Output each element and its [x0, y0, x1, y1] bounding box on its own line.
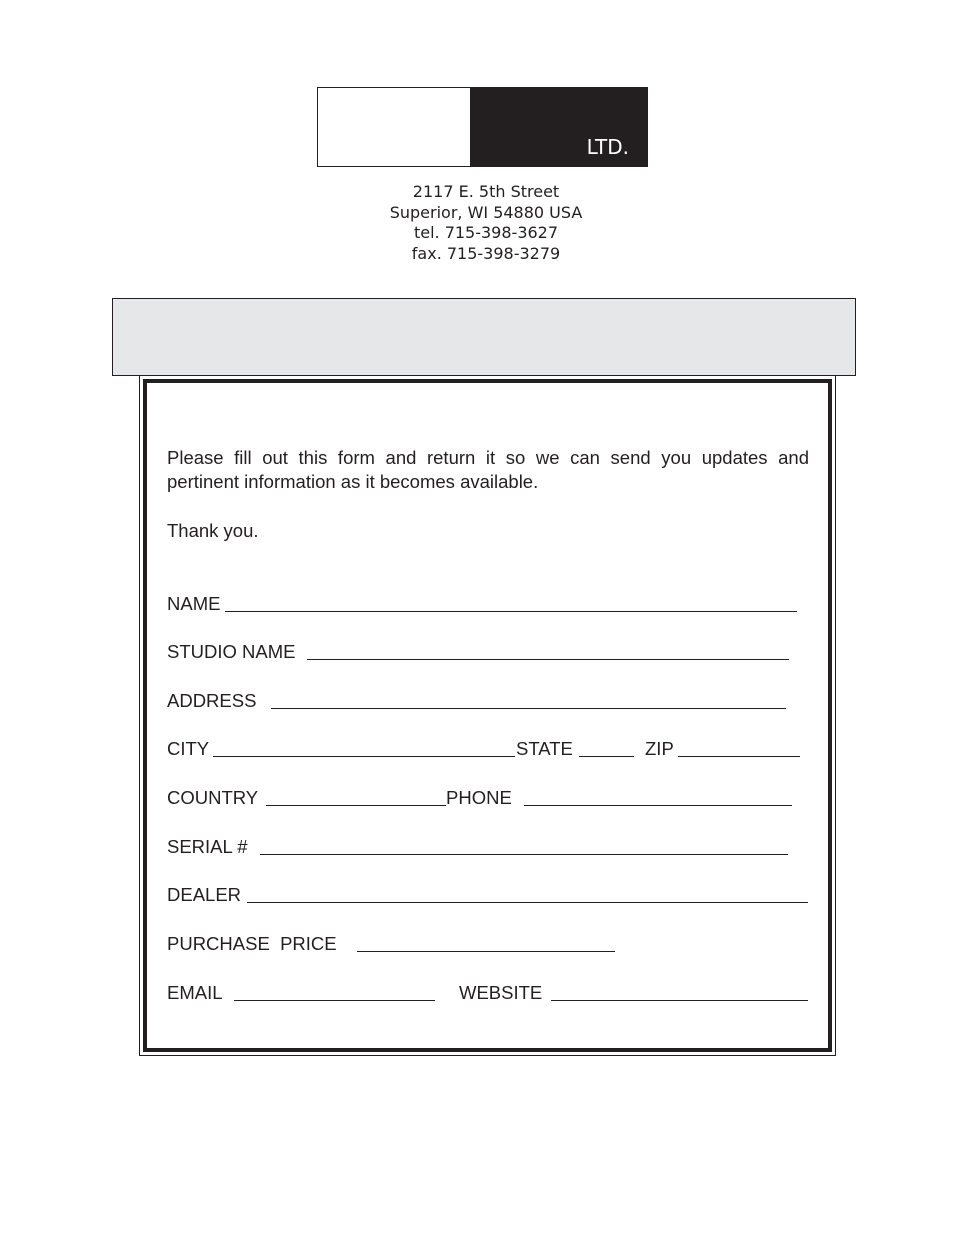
- email-label: EMAIL: [167, 982, 223, 1003]
- logo-dark-panel: [470, 88, 647, 166]
- logo-suffix: LTD.: [586, 135, 629, 159]
- address-tel: tel. 715-398-3627: [413, 223, 559, 242]
- form-thanks-text: Thank you.: [167, 520, 259, 541]
- studio-name-field[interactable]: [307, 659, 789, 660]
- name-label: NAME: [167, 593, 221, 614]
- dealer-label: DEALER: [167, 884, 242, 905]
- field-row-address: [167, 689, 807, 713]
- website-field[interactable]: [551, 1000, 808, 1001]
- state-field[interactable]: [579, 756, 634, 757]
- form-header-banner: [112, 298, 856, 376]
- serial-field[interactable]: [260, 854, 788, 855]
- field-row-name: [167, 592, 807, 616]
- field-row-country-phone: [167, 786, 807, 810]
- country-label: COUNTRY: [167, 787, 259, 808]
- address-fax: fax. 715-398-3279: [411, 243, 561, 263]
- dealer-field[interactable]: [247, 902, 808, 903]
- zip-field[interactable]: [678, 756, 800, 757]
- company-address: [0, 182, 954, 264]
- state-label: STATE: [516, 738, 573, 759]
- country-field[interactable]: [266, 805, 446, 806]
- website-label: WEBSITE: [459, 982, 543, 1003]
- field-row-email-website: [167, 981, 809, 1005]
- purchase-price-label: PURCHASE PRICE: [167, 933, 337, 954]
- phone-label: PHONE: [446, 787, 512, 808]
- field-row-dealer: [167, 883, 809, 907]
- field-row-city-state-zip: [167, 737, 807, 761]
- field-row-purchase-price: [167, 932, 807, 956]
- city-label: CITY: [167, 738, 210, 759]
- purchase-price-field[interactable]: [357, 951, 615, 952]
- company-logo: [317, 87, 648, 167]
- address-label: ADDRESS: [167, 690, 257, 711]
- phone-field[interactable]: [524, 805, 792, 806]
- address-city: Superior, WI 54880 USA: [389, 202, 583, 222]
- field-row-serial: [167, 835, 807, 859]
- email-field[interactable]: [234, 1000, 435, 1001]
- city-field[interactable]: [213, 756, 515, 757]
- studio-name-label: STUDIO NAME: [167, 641, 296, 662]
- name-field[interactable]: [225, 611, 797, 612]
- address-field[interactable]: [271, 708, 786, 709]
- address-street: 2117 E. 5th Street: [412, 182, 560, 201]
- field-row-studio-name: [167, 640, 807, 664]
- form-intro-text: Please fill out this form and return it so we can send you updates and pertinent information as it becomes available.: [167, 447, 809, 492]
- zip-label: ZIP: [645, 738, 674, 759]
- serial-label: SERIAL #: [167, 836, 248, 857]
